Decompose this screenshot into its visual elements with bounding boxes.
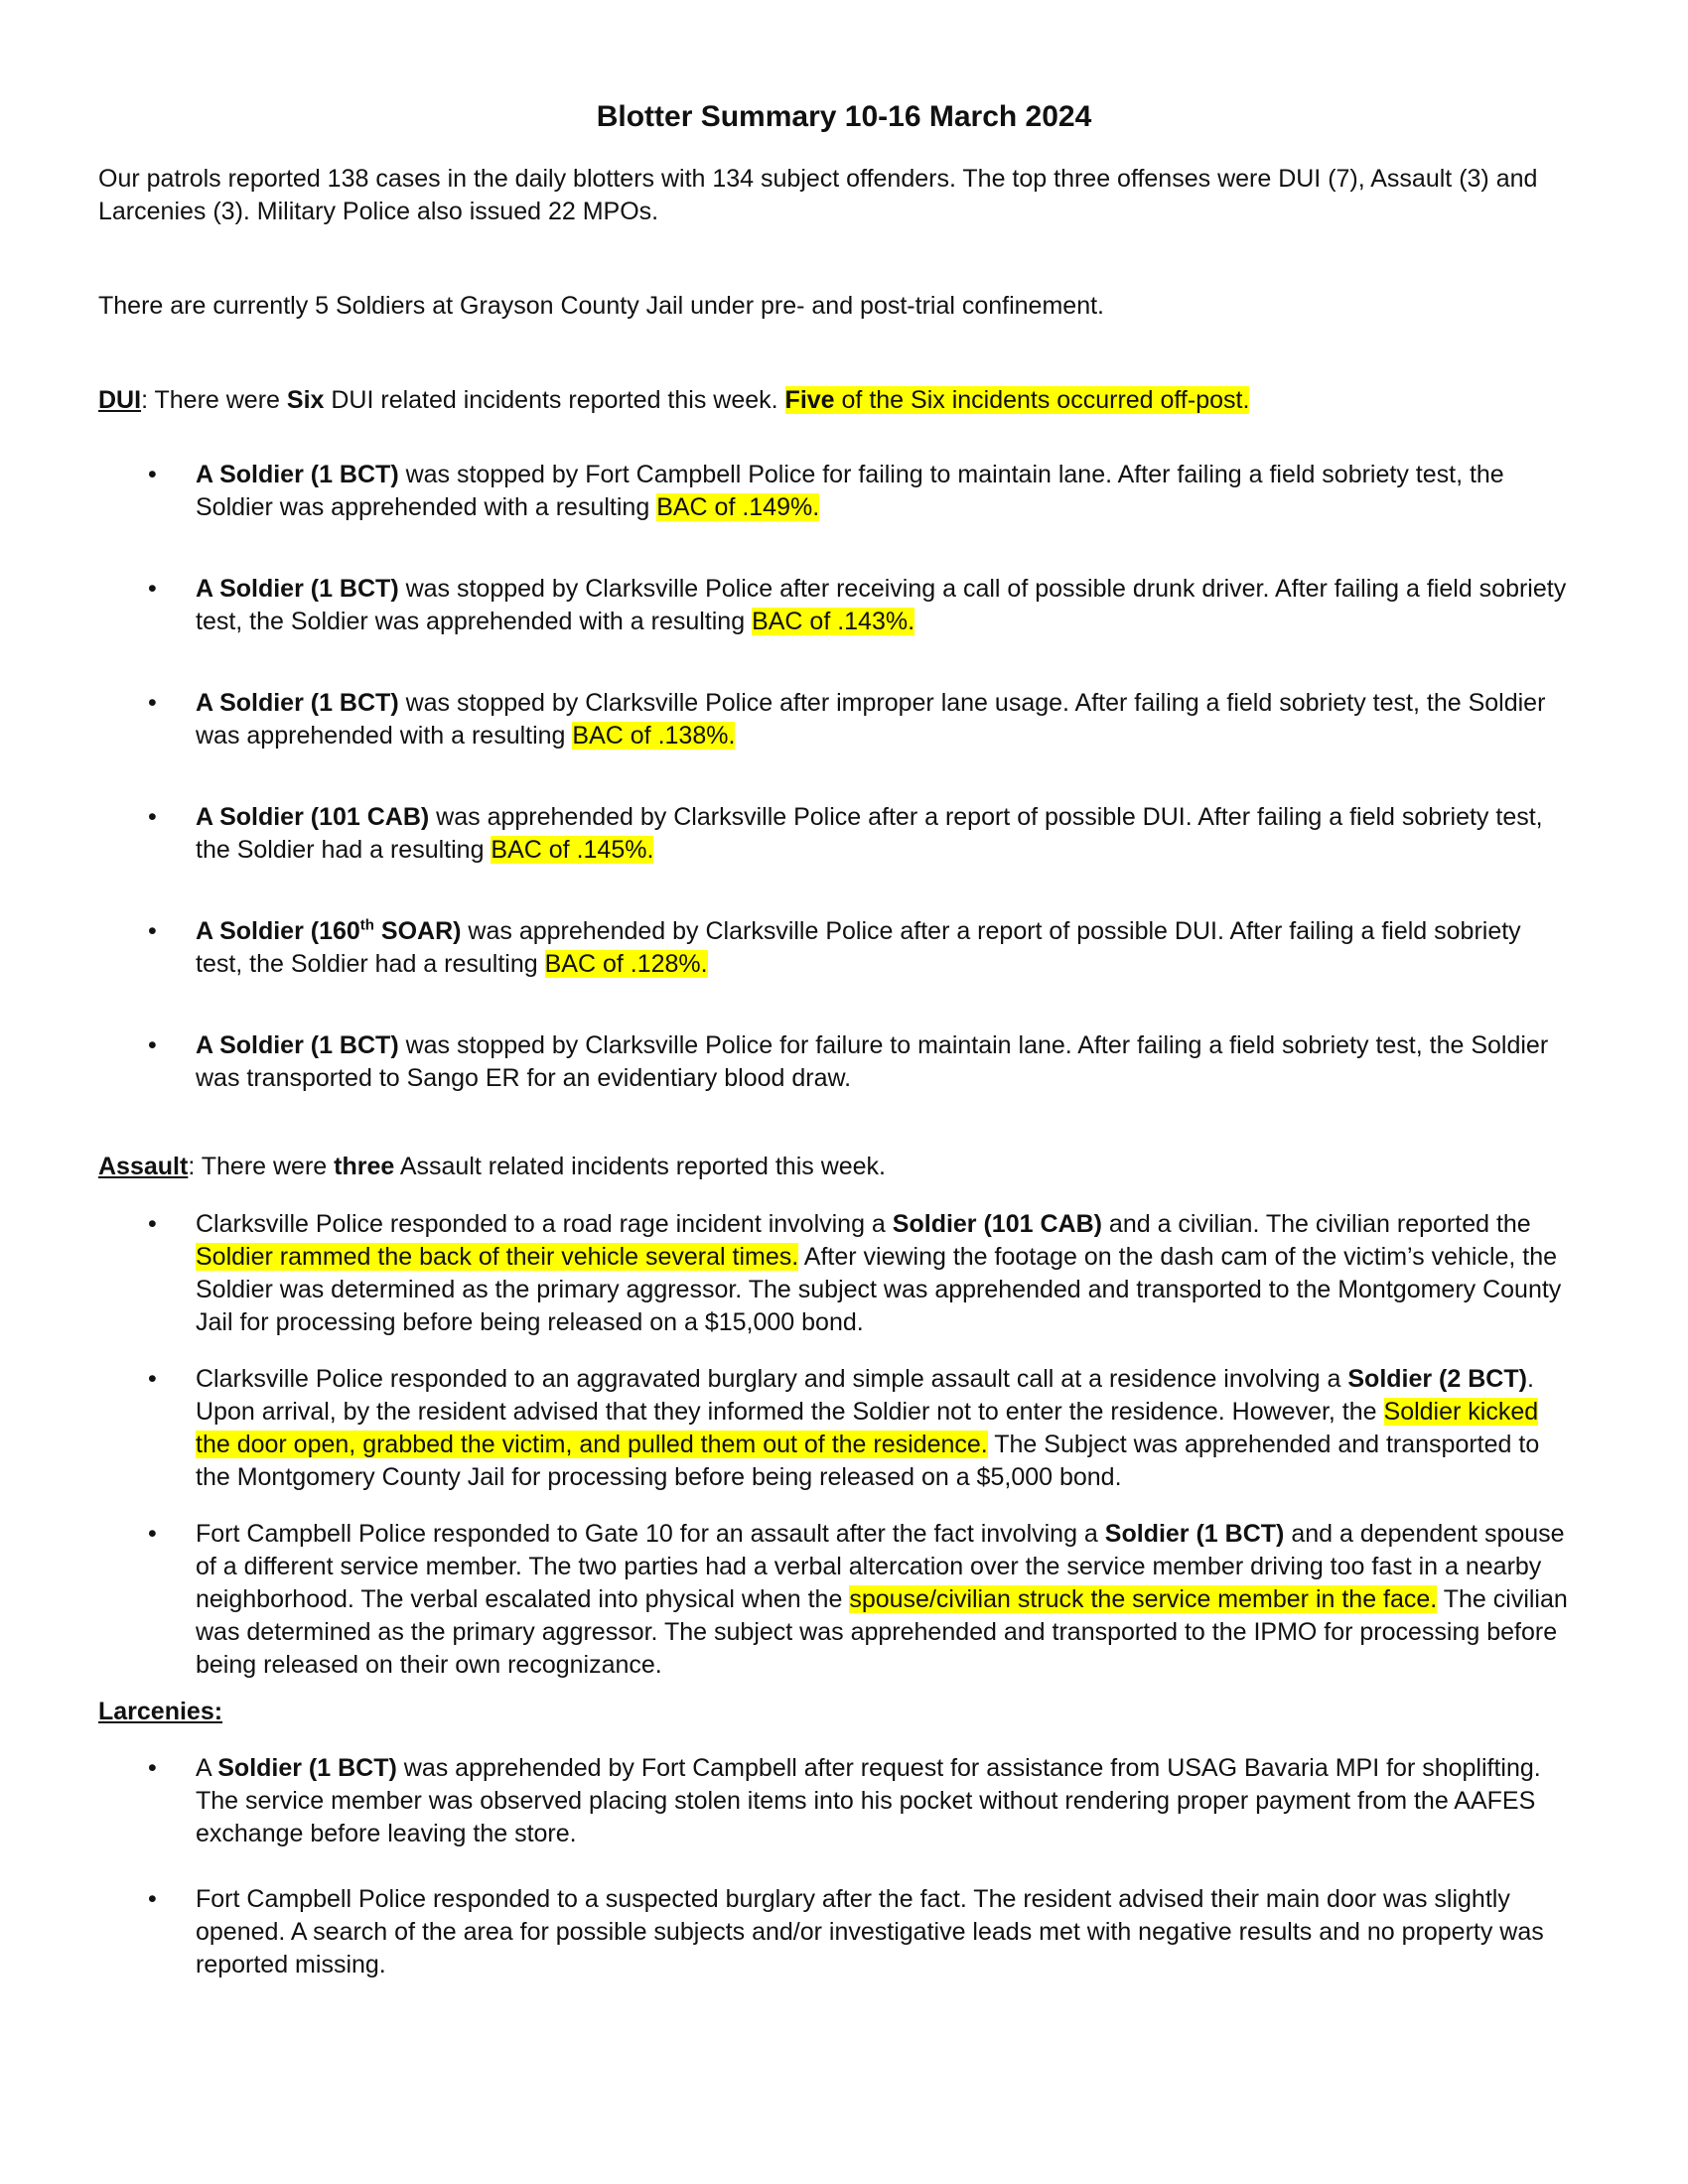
text-segment: was stopped by Clarksville Police after receiving a call of possible drunk driver. After failing a field sobriety test, the Soldier was apprehended with a resulting [196, 575, 1567, 635]
text-segment: and a dependent spouse of a different service member. The two parties had a verbal altercation over the service member driving too fast in a nearby neighborhood. The verbal escalated into physical when the [196, 1520, 1565, 1613]
larcenies-list [98, 1752, 1578, 1981]
bullet-icon: • [148, 1754, 157, 1782]
page-title: Blotter Summary 10-16 March 2024 [596, 100, 1092, 133]
text-segment: and a civilian. The civilian reported the [1101, 1210, 1531, 1238]
text-segment: Soldier (1 BCT) [217, 1754, 397, 1782]
text-segment: Clarksville Police responded to an aggravated burglary and simple assault call at a residence involving a [196, 1365, 1348, 1393]
list-item [98, 1883, 1574, 1981]
list-item [98, 1752, 1574, 1850]
list-item-text [196, 459, 1574, 524]
text-segment: A Soldier (160 [196, 917, 360, 945]
text-segment: A Soldier (1 BCT) [196, 1031, 399, 1059]
text-segment: A Soldier (101 CAB) [196, 803, 430, 831]
list-item-text [196, 1518, 1574, 1682]
list-item-text [196, 573, 1574, 638]
text-segment: Soldier (101 CAB) [892, 1210, 1102, 1238]
list-item [98, 1363, 1574, 1494]
highlighted-text: BAC of .138%. [572, 722, 736, 750]
list-item-text [196, 801, 1574, 867]
intro-paragraph: Our patrols reported 138 cases in the daily blotters with 134 subject offenders. The top three offenses were DUI (7), Assault (3) and Larcenies (3). Military Police also issued 22 MPOs. [98, 165, 1538, 225]
text-segment: was apprehended by Clarksville Police after a report of possible DUI. After failing a field sobriety test, the Soldier had a resulting [196, 803, 1543, 864]
bullet-icon: • [148, 689, 157, 717]
text-segment: Soldier (1 BCT) [1104, 1520, 1285, 1548]
highlighted-text: BAC of .143%. [752, 608, 915, 635]
dui-heading [98, 384, 1578, 417]
text-segment: was stopped by Clarksville Police after improper lane usage. After failing a field sobriety test, the Soldier was apprehended with a resulting [196, 689, 1546, 750]
larcenies-heading [98, 1696, 1578, 1728]
highlighted-text: BAC of .145%. [491, 836, 654, 864]
text-segment: was stopped by Fort Campbell Police for failing to maintain lane. After failing a field sobriety test, the Soldier was apprehended with a resulting [196, 461, 1504, 521]
dui-list [98, 459, 1578, 1095]
text-segment: Assault related incidents reported this week. [394, 1153, 886, 1180]
jail-paragraph: There are currently 5 Soldiers at Grayson County Jail under pre- and post-trial confinement. [98, 292, 1104, 320]
highlighted-text: of the Six incidents occurred off-post. [834, 386, 1250, 414]
highlighted-text: BAC of .128%. [544, 950, 708, 978]
section-label: DUI [98, 386, 142, 414]
bullet-icon: • [148, 461, 157, 488]
bullet-icon: • [148, 1031, 157, 1059]
text-segment: Soldier (2 BCT) [1347, 1365, 1527, 1393]
list-item [98, 1208, 1574, 1339]
text-segment: The civilian was determined as the primary aggressor. The subject was apprehended and transported to the IPMO for processing before being released on their own recognizance. [196, 1585, 1568, 1679]
highlighted-text: Soldier kicked the door open, grabbed the victim, and pulled them out of the residence. [196, 1398, 1539, 1458]
text-segment: SOAR) [373, 917, 462, 945]
bullet-icon: • [148, 1365, 157, 1393]
list-item-text [196, 1363, 1574, 1494]
bullet-icon: • [148, 1520, 157, 1548]
text-segment: : There were [188, 1153, 335, 1180]
text-segment: three [334, 1153, 395, 1180]
assault-heading [98, 1151, 1578, 1183]
text-segment: A [196, 1754, 218, 1782]
text-segment: : There were [141, 386, 287, 414]
list-item [98, 687, 1574, 752]
list-item [98, 915, 1574, 981]
text-segment: th [359, 916, 374, 934]
list-item-text [196, 1208, 1574, 1339]
list-item [98, 459, 1574, 524]
list-item [98, 1029, 1574, 1095]
text-segment: After viewing the footage on the dash cam of the victim’s vehicle, the Soldier was determined as the primary aggressor. The subject was apprehended and transported to the Montgomery County Jail for processing before being released on a $15,000 bond. [196, 1243, 1562, 1336]
highlighted-text: spouse/civilian struck the service member in the face. [849, 1585, 1438, 1613]
list-item-text [196, 687, 1574, 752]
section-label: Assault [98, 1153, 189, 1180]
text-segment: A Soldier (1 BCT) [196, 461, 399, 488]
assault-list [98, 1208, 1578, 1682]
text-segment: Clarksville Police responded to a road rage incident involving a [196, 1210, 893, 1238]
list-item-text [196, 1029, 1574, 1095]
bullet-icon: • [148, 917, 157, 945]
text-segment: Fort Campbell Police responded to a suspected burglary after the fact. The resident advised their main door was slightly opened. A search of the area for possible subjects and/or investigative leads met with negative results and no property was reported missing. [196, 1885, 1544, 1979]
text-segment: Six [286, 386, 325, 414]
list-item [98, 801, 1574, 867]
highlighted-text: BAC of .149%. [656, 493, 820, 521]
text-segment: was stopped by Clarksville Police for failure to maintain lane. After failing a field sobriety test, the Soldier was transported to Sango ER for an evidentiary blood draw. [196, 1031, 1549, 1092]
bullet-icon: • [148, 1885, 157, 1913]
text-segment: The Subject was apprehended and transported to the Montgomery County Jail for processing before being released on a $5,000 bond. [196, 1431, 1540, 1491]
highlighted-text: Five [784, 386, 835, 414]
list-item [98, 1518, 1574, 1682]
text-segment: DUI related incidents reported this week. [324, 386, 785, 414]
highlighted-text: Soldier rammed the back of their vehicle several times. [196, 1243, 799, 1271]
text-segment: A Soldier (1 BCT) [196, 575, 399, 603]
text-segment: Fort Campbell Police responded to Gate 10 for an assault after the fact involving a [196, 1520, 1105, 1548]
text-segment: . Upon arrival, by the resident advised that they informed the Soldier not to enter the residence. However, the [196, 1365, 1534, 1426]
list-item-text [196, 915, 1574, 981]
text-segment: was apprehended by Clarksville Police after a report of possible DUI. After failing a field sobriety test, the Soldier had a resulting [196, 917, 1521, 978]
list-item-text [196, 1752, 1574, 1850]
bullet-icon: • [148, 1210, 157, 1238]
list-item [98, 573, 1574, 638]
bullet-icon: • [148, 803, 157, 831]
list-item-text [196, 1883, 1574, 1981]
bullet-icon: • [148, 575, 157, 603]
text-segment: A Soldier (1 BCT) [196, 689, 399, 717]
section-label: Larcenies: [98, 1698, 223, 1725]
text-segment: was apprehended by Fort Campbell after request for assistance from USAG Bavaria MPI for shoplifting. The service member was observed placing stolen items into his pocket without rendering proper payment from the AAFES exchange before leaving the store. [196, 1754, 1541, 1847]
